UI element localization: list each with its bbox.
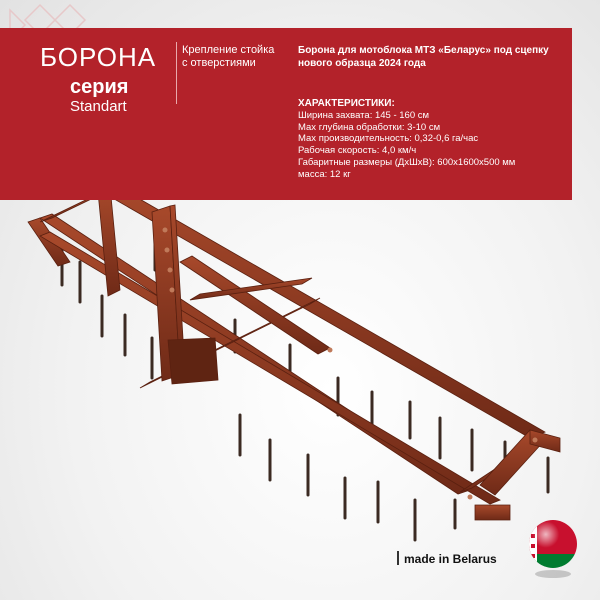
product-headline: Борона для мотоблока МТЗ «Беларус» под сцепку нового образца 2024 года xyxy=(298,45,549,69)
made-in-label: made in Belarus xyxy=(404,552,497,566)
spec-item: Ширина захвата: 145 - 160 см xyxy=(298,110,430,121)
specs-list xyxy=(298,110,515,180)
product-title: БОРОНА xyxy=(40,42,157,72)
spec-item: Мах глубина обработки: 3-10 см xyxy=(298,121,441,133)
spec-item: Мах производительность: 0,32-0,6 га/час xyxy=(298,133,479,145)
spec-item: Габаритные размеры (ДхШхВ): 600х1600х500 мм xyxy=(298,156,516,168)
belarus-flag-ball-icon xyxy=(527,518,579,580)
product-banner xyxy=(0,28,572,200)
spec-item: Рабочая скорость: 4,0 км/ч xyxy=(298,145,417,157)
series-label: серия xyxy=(70,76,129,98)
banner-divider xyxy=(176,42,177,104)
mount-type: Крепление стойка с отверстиями xyxy=(182,44,275,69)
model-label: Standart xyxy=(70,98,127,115)
spec-item: масса: 12 кг xyxy=(298,168,351,180)
specs-heading: ХАРАКТЕРИСТИКИ: xyxy=(298,98,395,109)
